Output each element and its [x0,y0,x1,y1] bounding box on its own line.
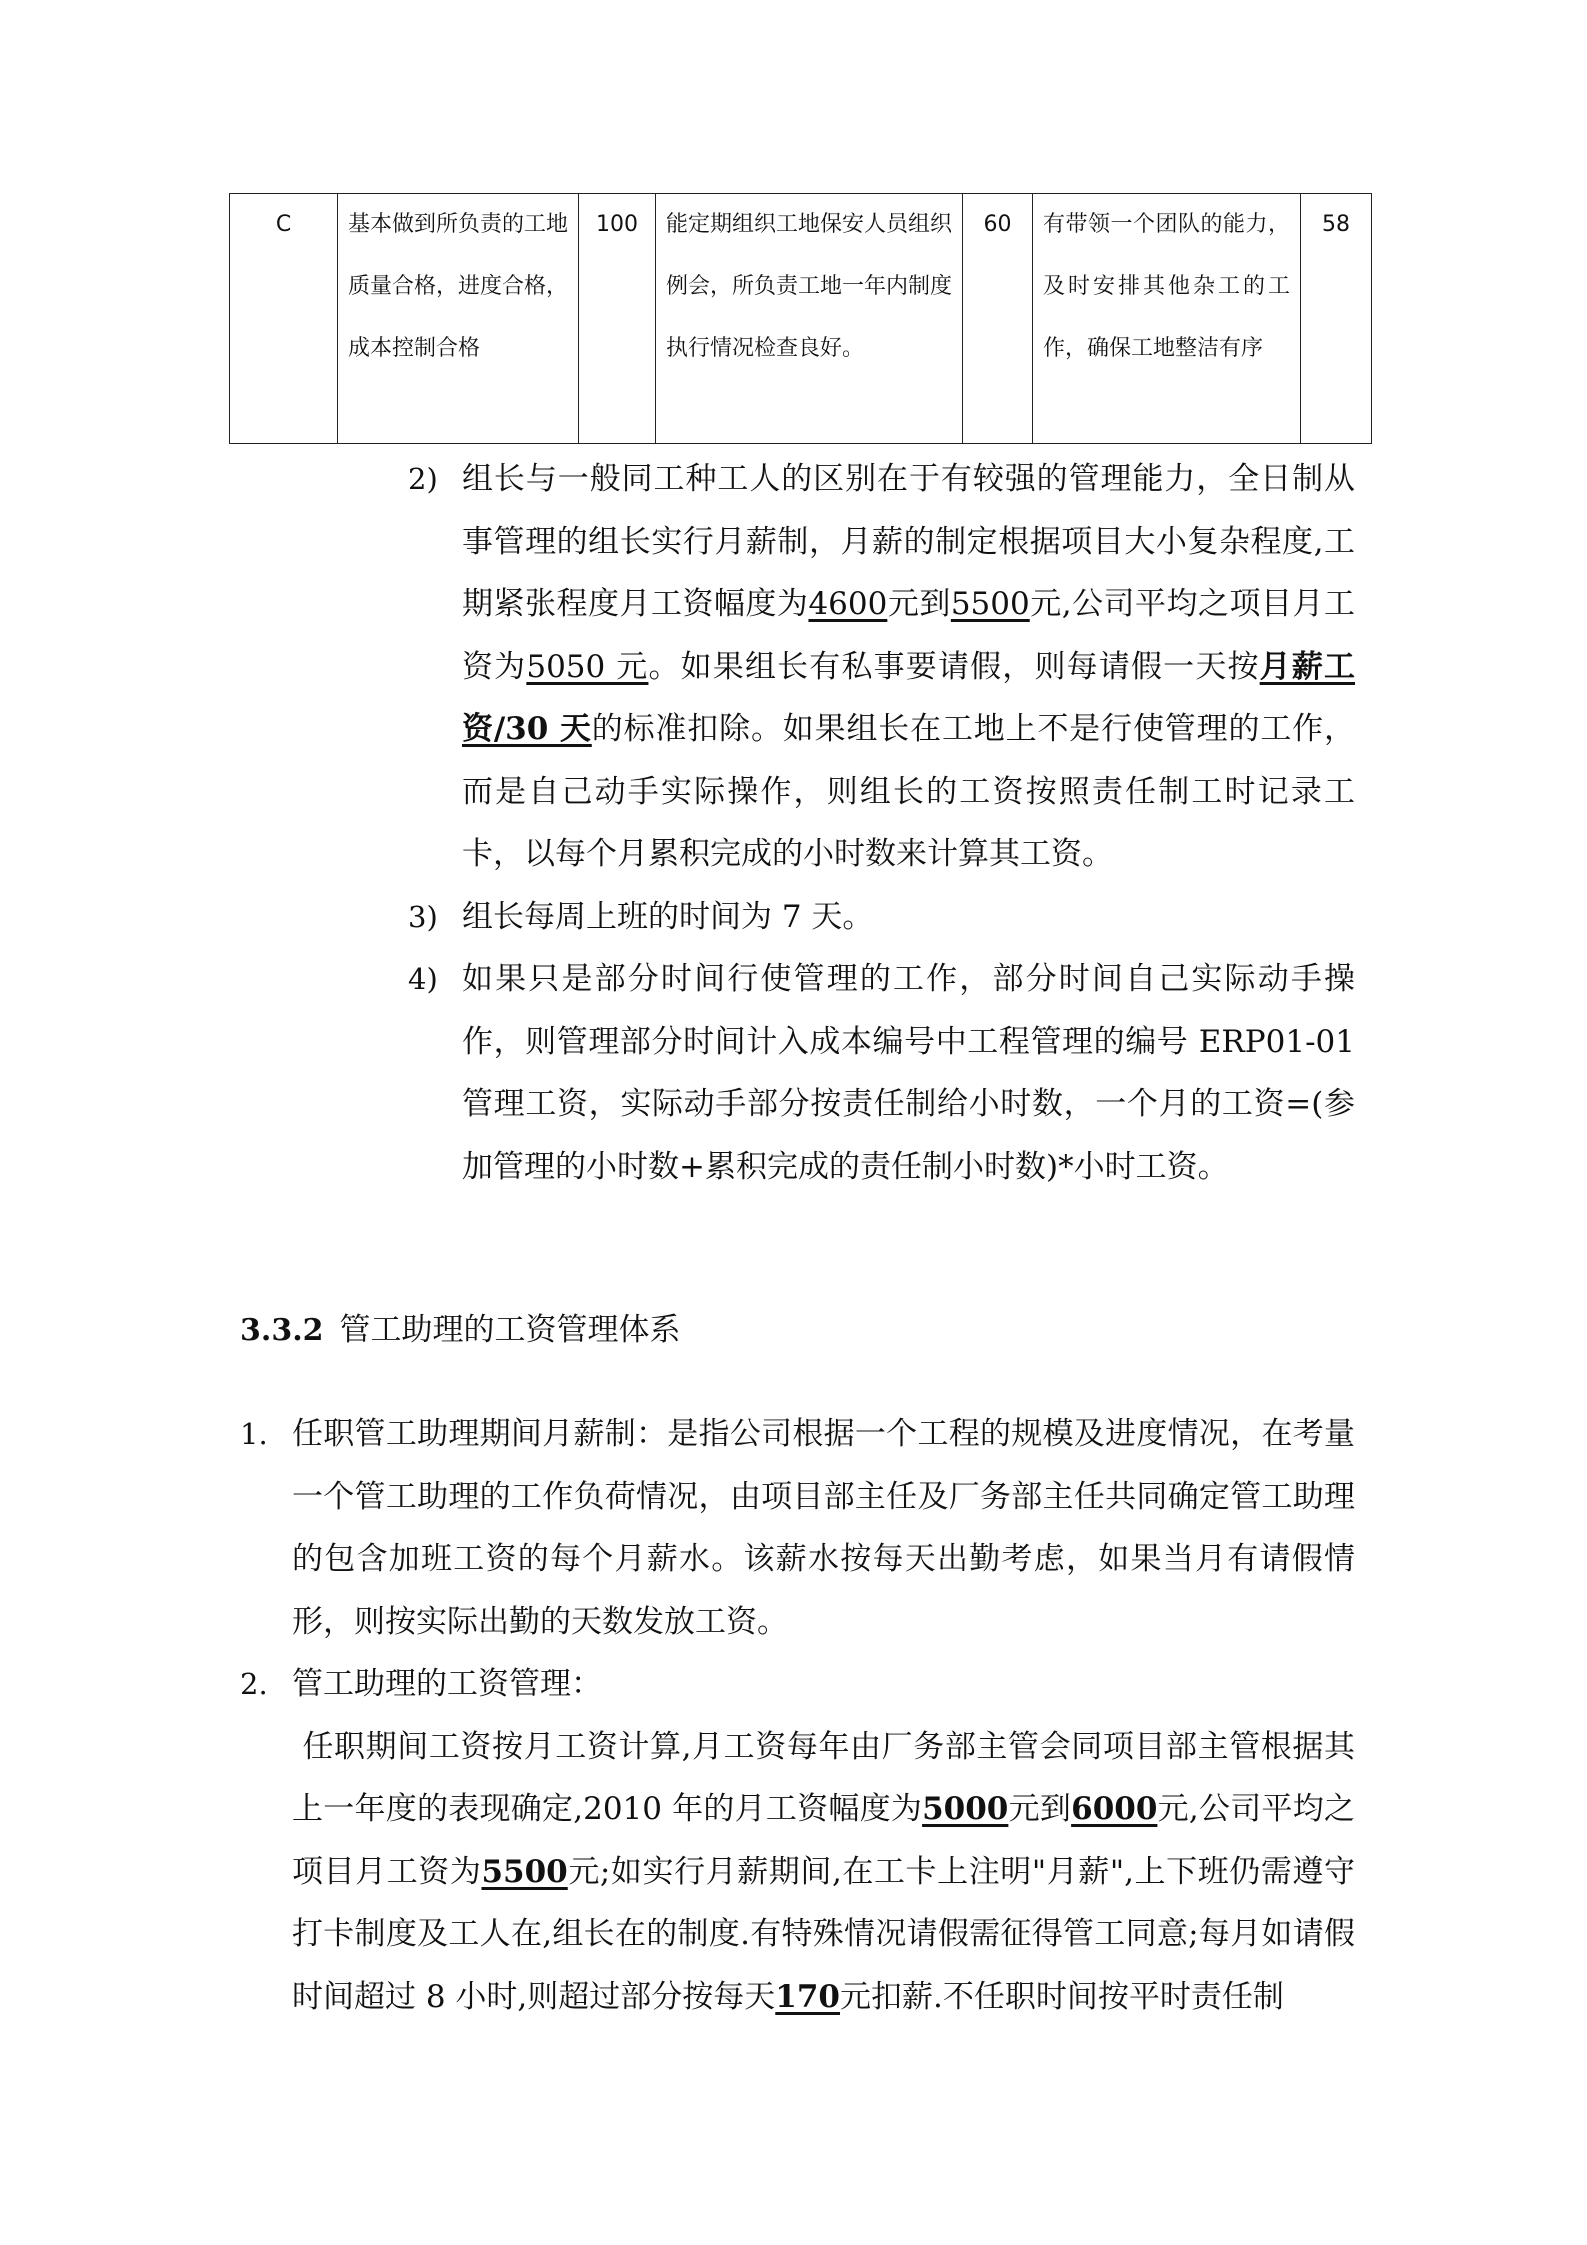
safety-score-cell: 60 [963,194,1033,444]
item-number: 3) [408,899,438,934]
item-number: 4) [408,962,438,996]
section-title: 管工助理的工资管理体系 [339,1312,681,1348]
salary-average: 5050 元 [526,648,649,685]
deduction-rule: 月薪工资/30 天 [462,648,1356,747]
salary-max: 6000 [1071,1791,1158,1827]
team-score-cell: 58 [1301,194,1372,444]
item-text: 组长与一般同工种工人的区别在于有较强的管理能力，全日制从事管理的组长实行月薪制，月薪的制定根据项目大小复杂程度,工期紧张程度月工资幅度为4600元到5500元,公司平均之项目月工资为5050 元。如果组长有私事要请假，则每请假一天按月薪工资/30 天的标准扣除。如果组长在工地上不是行使管理的工作，而是自己动手实际操作，则组长的工资按照责任制工时记录工卡，以每个月累积完成的小时数来计算其工资。 [462,461,1356,872]
foreman-rules-list [408,448,1355,1198]
deduction-amount: 170 [775,1978,841,2015]
team-desc-cell: 有带领一个团队的能力，及时安排其他杂工的工作，确保工地整洁有序 [1033,194,1301,444]
safety-desc-cell: 能定期组织工地保安人员组织例会，所负责工地一年内制度执行情况检查良好。 [656,194,963,444]
section-number: 3.3.2 [240,1313,324,1348]
item-number: 2) [408,462,438,496]
quality-desc-cell: 基本做到所负责的工地质量合格，进度合格，成本控制合格 [338,194,579,444]
item-text: 管工助理的工资管理： [292,1666,602,1702]
salary-paragraph: 任职期间工资按月工资计算,月工资每年由厂务部主管会同项目部主管根据其上一年度的表现确定,2010 年的月工资幅度为5000元到6000元,公司平均之项目月工资为5500元;如实行月薪期间,在工卡上注明"月薪",上下班仍需遵守打卡制度及工人在,组长在的制度.有特殊情况请假需征得管工同意;每月如请假时间超过 8 小时,则超过部分按每天170元扣薪.不任职时间按平时责任制 [292,1728,1356,2015]
item-number: 1. [240,1417,268,1451]
item-text: 组长每周上班的时间为 7 天。 [462,898,874,935]
grade-cell: C [230,194,338,444]
quality-score-cell: 100 [579,194,656,444]
item-text: 如果只是部分时间行使管理的工作，部分时间自己实际动手操作，则管理部分时间计入成本编号中工程管理的编号 ERP01-01 管理工资，实际动手部分按责任制给小时数，一个月的工资=(参加管理的小时数+累积完成的责任制小时数)*小时工资。 [462,961,1355,1185]
table-row [230,194,1372,444]
item-number: 2. [240,1667,268,1701]
list-item [408,948,1355,1198]
list-item [240,1653,1355,1716]
section-heading [240,1305,681,1356]
list-item [240,1403,1355,1653]
salary-max: 5500 [950,586,1030,622]
list-item [408,886,1355,949]
salary-min: 4600 [808,586,888,622]
grade-table [229,193,1372,444]
item-text: 任职管工助理期间月薪制：是指公司根据一个工程的规模及进度情况，在考量一个管工助理的工作负荷情况，由项目部主任及厂务部主任共同确定管工助理的包含加班工资的每个月薪水。该薪水按每天出勤考虑，如果当月有请假情形，则按实际出勤的天数发放工资。 [292,1416,1355,1640]
list-item [408,448,1355,886]
assistant-rules-list [240,1403,1355,2028]
salary-min: 5000 [922,1791,1009,1827]
salary-average: 5500 [481,1853,568,1890]
